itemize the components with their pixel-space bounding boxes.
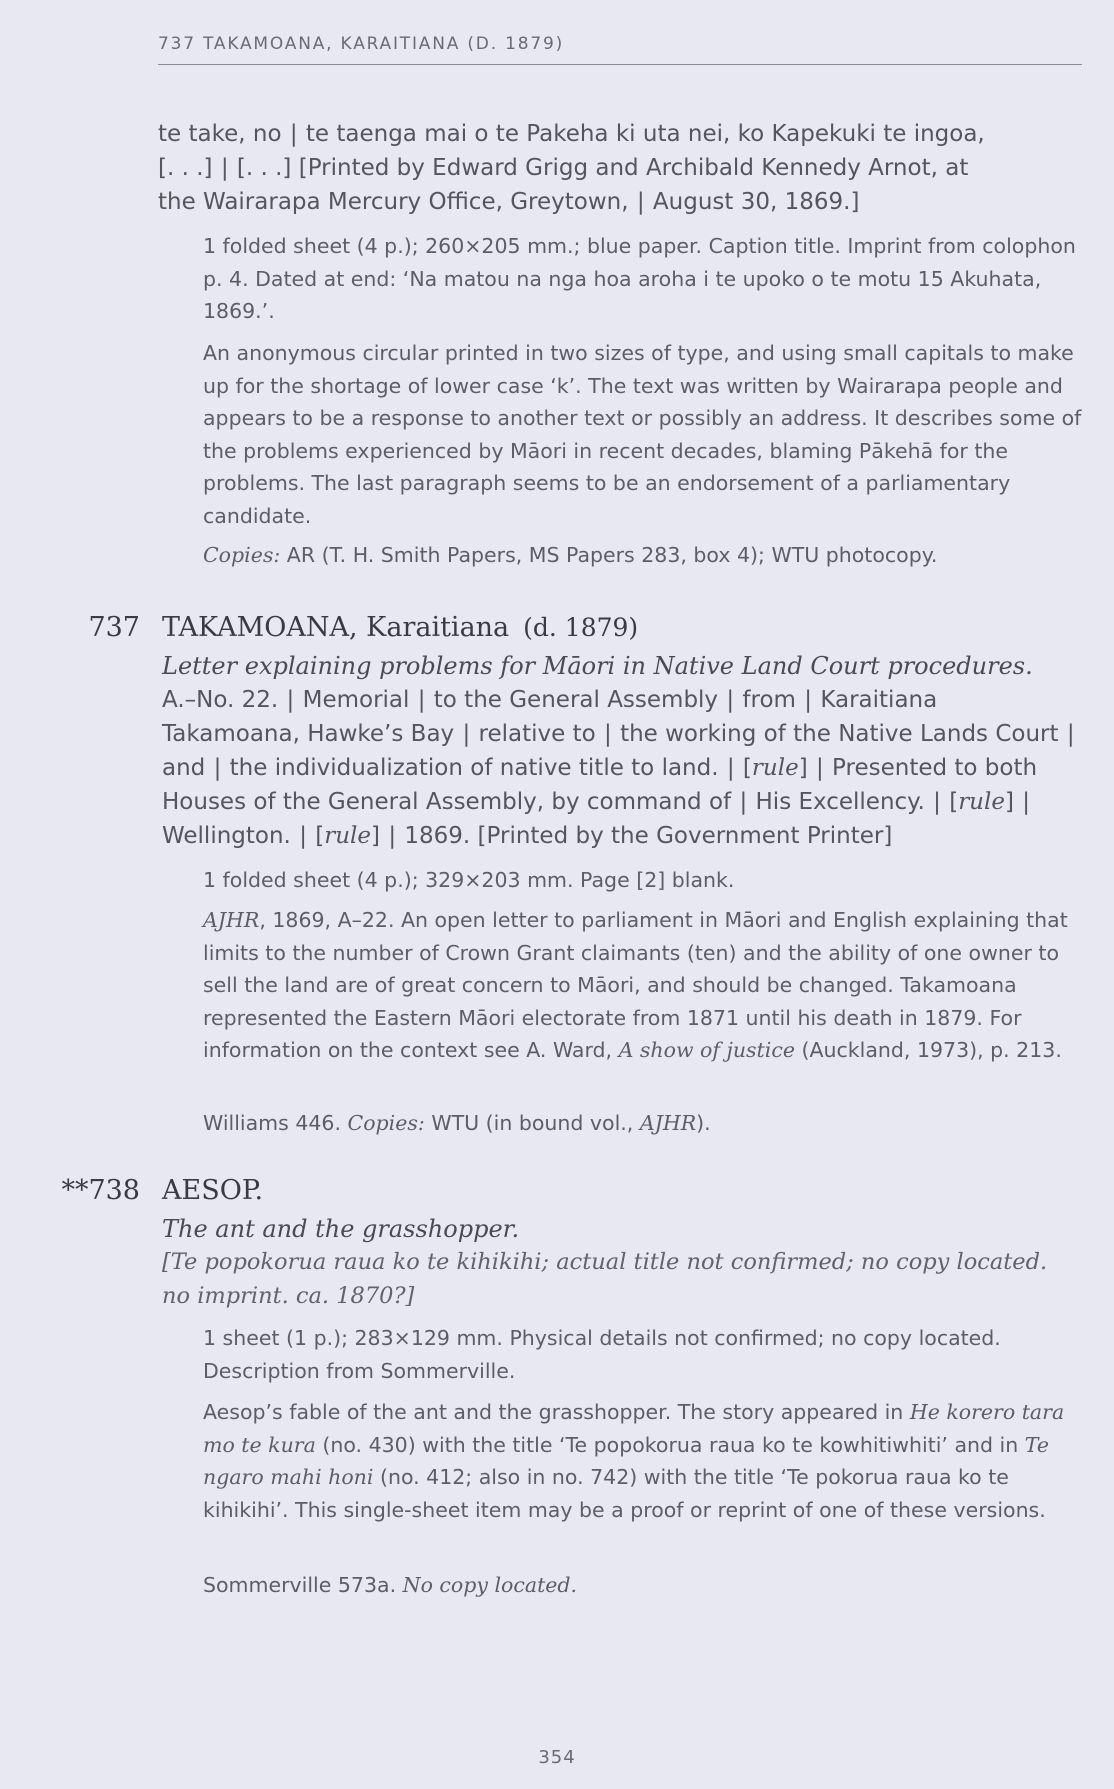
book-title: He korero tara mo te kura — [203, 1400, 1065, 1457]
transcription-segment: Memorial — [302, 687, 410, 713]
physical-description: 1 folded sheet (4 p.); 260×205 mm.; blue paper. Caption title. Imprint from colophon p. 4. Dated at end: ‘Na matou na nga hoa aroha i te upoko o te motu 15 Akuhata, 1869.’. — [203, 234, 1076, 323]
line-separator: | — [726, 755, 735, 781]
note-text: (Auckland, 1973), p. 213. — [794, 1038, 1062, 1062]
line-separator: | — [388, 823, 397, 849]
copies-label: Copies: — [203, 543, 281, 567]
rule-marker: rule — [958, 789, 1005, 815]
line-separator: | — [604, 721, 612, 747]
copies-label: Copies: — [347, 1111, 425, 1135]
note-text: (no. 412; also in no. 742) with the title ‘Te pokorua raua ko te kihikihi’. This single-sheet item may be a proof or reprint of one of these versions. — [203, 1465, 1046, 1522]
transcription-segment: to the General Assembly — [433, 687, 719, 713]
title-transcription: A.–No. 22. | Memorial | to the General Assembly | from | Karaitiana Takamoana, Hawke’s Bay | relative to | the working of the Native Lands Court | and | the individualization of native title to land. | [rule] | Presented to both Houses of the General Assembly, by command of | His Excellency. | [rule] | Wellington. | [rule] | 1869. [Printed by the Government Printer] — [162, 687, 1075, 849]
transcription-segment: [. . .] — [236, 155, 292, 181]
line-separator: | — [739, 789, 748, 815]
imprint-text: [Printed by the Government Printer] — [477, 823, 893, 849]
entry-note: An anonymous circular printed in two sizes of type, and using small capitals to make up for the shortage of lower case ‘k’. The text was written by Wairarapa people and appears to be a response to another text or possibly an address. It describes some of the problems experienced by Māori in recent decades, blaming Pākehā for the problems. The last paragraph seems to be an endorsement of a parliamentary candidate. — [203, 341, 1082, 528]
line-separator: | — [636, 189, 645, 215]
line-separator: | — [462, 721, 471, 747]
note-text: Aesop’s fable of the ant and the grasshopper. The story appeared in — [203, 1400, 910, 1424]
line-separator: | — [220, 155, 229, 181]
transcription-segment: A.–No. 22. — [162, 687, 279, 713]
copies-line — [203, 1107, 1083, 1140]
copies-text: WTU (in bound vol., — [431, 1111, 640, 1135]
entry-heading: AESOP. — [162, 1175, 264, 1206]
note-text: (no. 430) with the title ‘Te popokorua raua ko te kowhitiwhiti’ and in — [315, 1432, 1025, 1457]
conjectural-title: [Te popokorua raua ko te kihikihi; actual title not confirmed; no copy located. no imprint. ca. 1870?] — [162, 1249, 1048, 1309]
line-separator: | — [815, 755, 824, 781]
author-name: TAKAMOANA, Karaitiana — [162, 612, 510, 643]
rule-marker: rule — [324, 823, 372, 849]
transcription-segment: Wellington. — [162, 823, 291, 849]
copies-line — [203, 1569, 1083, 1602]
entry-note — [203, 904, 1083, 1067]
imprint-text: the Wairarapa Mercury Office, Greytown, — [158, 189, 629, 215]
transcription-segment: Karaitiana Takamoana, Hawke’s Bay — [162, 687, 938, 747]
entry-title: Letter explaining problems for Māori in Native Land Court procedures. — [162, 652, 1033, 680]
entry-heading — [162, 612, 1062, 643]
physical-description: 1 sheet (1 p.); 283×129 mm. Physical details not confirmed; no copy located. Description from Sommerville. — [203, 1326, 1001, 1383]
transcription-segment: the working of the Native Lands Court — [620, 721, 1059, 747]
copies-line — [203, 539, 1083, 572]
copies-text: ). — [696, 1111, 711, 1135]
line-separator: | — [289, 121, 298, 147]
line-separator: | — [417, 687, 426, 713]
transcription-segment: te take, no — [158, 121, 282, 147]
sommerville-reference: Sommerville 573a. — [203, 1573, 397, 1597]
transcription-segment: [. . .] — [158, 155, 213, 181]
author-dates: (d. 1879) — [523, 613, 639, 642]
line-separator: | — [804, 687, 813, 713]
transcription-segment: His Excellency. — [755, 789, 925, 815]
continued-transcription — [158, 117, 1078, 219]
line-separator: | — [299, 823, 307, 849]
note-text: , 1869, A–22. An open letter to parliament in Māori and English explaining that limits to the number of Crown Grant claimants (ten) and the ability of one owner to sell the land are of great concern to Māori, and should be changed. Takamoana represented the Eastern Māori electorate from 1871 until his death in 1879. For information on the context see A. Ward, — [203, 908, 1068, 1062]
entry-note — [203, 1396, 1083, 1526]
transcription-segment: and — [162, 755, 206, 781]
page-number: 354 — [538, 1747, 576, 1768]
entry-title: The ant and the grasshopper. — [162, 1215, 520, 1243]
imprint-text: August 30, 1869.] — [652, 189, 860, 215]
imprint-text: [Printed by Edward Grigg and Archibald Kennedy Arnot, at — [298, 155, 969, 181]
transcription-segment: 1869. — [404, 823, 471, 849]
line-separator: | — [726, 687, 735, 713]
entry-number: **738 — [61, 1175, 140, 1206]
transcription-segment: from — [742, 687, 796, 713]
transcription-segment: te taenga mai o te Pakeha ki uta nei, ko Kapekuki te ingoa, — [305, 121, 985, 147]
header-rule — [158, 64, 1082, 65]
book-title: Te ngaro mahi honi — [203, 1432, 1049, 1489]
line-separator: | — [213, 755, 222, 781]
rule-marker: rule — [751, 755, 799, 781]
transcription-segment: Presented to both Houses of the General Assembly, by command of — [162, 755, 1038, 815]
entry-number: 737 — [88, 612, 140, 643]
transcription-segment: the individualization of native title to land. — [229, 755, 719, 781]
journal-reference: AJHR — [639, 1111, 697, 1135]
physical-description: 1 folded sheet (4 p.); 329×203 mm. Page [2] blank. — [203, 868, 735, 892]
line-separator: | — [933, 789, 941, 815]
book-title: A show of justice — [618, 1038, 795, 1062]
journal-reference: AJHR — [203, 908, 260, 932]
running-head: 737 TAKAMOANA, KARAITIANA (D. 1879) — [158, 34, 565, 54]
williams-reference: Williams 446. — [203, 1111, 341, 1135]
no-copy-note: No copy located. — [402, 1573, 578, 1597]
copies-text: AR (T. H. Smith Papers, MS Papers 283, box 4); WTU photocopy. — [286, 543, 938, 567]
line-separator: | — [1022, 789, 1031, 815]
transcription-segment: relative to — [478, 721, 596, 747]
line-separator: | — [1066, 721, 1075, 747]
line-separator: | — [286, 687, 295, 713]
